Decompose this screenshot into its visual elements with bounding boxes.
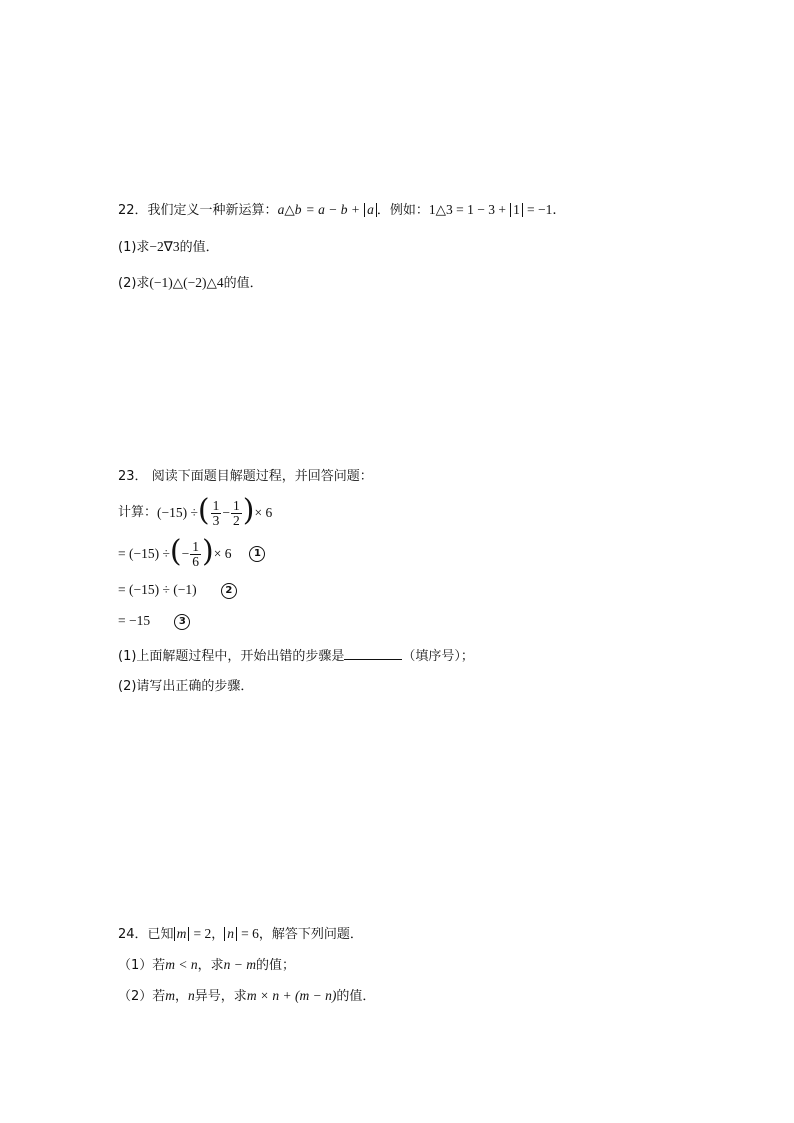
q23-step3-expr: = −15 bbox=[118, 613, 151, 628]
q23-calc-label: 计算： bbox=[118, 505, 158, 520]
q24-eq6: = 6 bbox=[241, 926, 259, 941]
q23-step3 bbox=[118, 611, 190, 632]
q23-step1-minus: − bbox=[181, 546, 190, 561]
q22-part1-label: (1)求 bbox=[118, 240, 150, 255]
q22-part1-tail: 的值． bbox=[179, 240, 219, 255]
q24-comma: ， bbox=[211, 927, 225, 942]
q24-part2-label: （2）若 bbox=[118, 989, 166, 1004]
q22-number: 22． bbox=[118, 203, 148, 218]
fraction-numerator: 1 bbox=[233, 497, 240, 513]
q22-def-a: a bbox=[277, 202, 285, 217]
q23-fraction-one-sixth bbox=[190, 540, 201, 569]
left-paren-large: ( bbox=[169, 534, 182, 569]
answer-blank[interactable] bbox=[344, 645, 402, 660]
q24-part2-comma: ， bbox=[175, 989, 189, 1004]
q22-example-label: ．例如： bbox=[376, 203, 429, 218]
q23-step2-expr: = (−15) ÷ (−1) bbox=[118, 582, 197, 597]
q24-part2-expr: m × n + (m − n) bbox=[246, 988, 337, 1003]
q23-part1-tail: （填序号）； bbox=[402, 649, 474, 664]
q22-part2 bbox=[118, 273, 263, 294]
step-marker-2-icon: 2 bbox=[221, 583, 237, 599]
q22-example-result: = −1． bbox=[526, 202, 566, 217]
q22-def-abs: a bbox=[364, 203, 377, 217]
q24-stem-b: ，解答下列问题． bbox=[258, 927, 363, 942]
q24-part2 bbox=[118, 986, 375, 1007]
q23-part1-text: (1)上面解题过程中，开始出错的步骤是 bbox=[118, 649, 345, 664]
q23-calc-line bbox=[118, 493, 273, 528]
q23-step1-lead: = (−15) ÷ bbox=[118, 546, 170, 561]
q23-minus: − bbox=[222, 505, 230, 520]
q24-stem-a: 已知 bbox=[147, 927, 174, 942]
q23-times-six: × 6 bbox=[254, 505, 273, 520]
q23-step1 bbox=[118, 534, 265, 569]
q24-part1-expr: n − m bbox=[223, 957, 257, 972]
q24-stem bbox=[118, 924, 363, 945]
q22-part1-expr: −2∇3 bbox=[149, 239, 180, 254]
q23-fraction-one-half bbox=[231, 499, 242, 528]
q22-part2-label: (2)求 bbox=[118, 276, 150, 291]
step-marker-1-icon: 1 bbox=[249, 546, 265, 562]
q23-part1 bbox=[118, 645, 474, 667]
q22-stem bbox=[118, 200, 566, 221]
q23-stem-text: 阅读下面题目解题过程，并回答问题： bbox=[151, 469, 373, 484]
fraction-denominator: 6 bbox=[192, 553, 199, 569]
q22-def-rhs: = a − b + bbox=[305, 202, 360, 217]
q22-def-triangle: △ bbox=[284, 202, 295, 217]
q23-part2 bbox=[118, 677, 253, 697]
q24-part1-mid: ，求 bbox=[197, 958, 224, 973]
q23-stem bbox=[118, 467, 373, 487]
q23-calc-lead: (−15) ÷ bbox=[157, 505, 198, 520]
step-marker-3-icon: 3 bbox=[174, 614, 190, 630]
right-paren-large: ) bbox=[242, 493, 255, 528]
q24-number: 24． bbox=[118, 927, 148, 942]
right-paren-large: ) bbox=[201, 534, 214, 569]
q24-abs-m: m bbox=[174, 927, 190, 941]
q23-part2-text: (2)请写出正确的步骤． bbox=[118, 679, 254, 694]
q24-abs-n: n bbox=[224, 927, 237, 941]
q24-part1 bbox=[118, 955, 295, 976]
q23-fraction-one-third bbox=[211, 499, 222, 528]
q24-part2-mid: 异号，求 bbox=[194, 989, 247, 1004]
q23-step2 bbox=[118, 580, 237, 601]
fraction-numerator: 1 bbox=[192, 538, 199, 554]
q22-example-abs: 1 bbox=[510, 203, 523, 217]
q22-example-expr: 1△3 = 1 − 3 + bbox=[428, 202, 506, 217]
q22-part2-expr: (−1)△(−2)△4 bbox=[149, 275, 224, 290]
q22-part1 bbox=[118, 237, 219, 258]
fraction-numerator: 1 bbox=[212, 497, 220, 513]
q24-part2-tail: 的值． bbox=[336, 989, 376, 1004]
q24-part1-label: （1）若 bbox=[118, 958, 166, 973]
q23-step1-tail: × 6 bbox=[213, 546, 232, 561]
fraction-denominator: 2 bbox=[233, 512, 240, 528]
q24-eq2: = 2 bbox=[193, 926, 212, 941]
q24-part1-cond: m < n bbox=[165, 957, 198, 972]
q23-number: 23． bbox=[118, 469, 148, 484]
q24-part2-m: m bbox=[165, 988, 176, 1003]
q22-def-b: b bbox=[294, 202, 302, 217]
q22-part2-tail: 的值． bbox=[223, 276, 263, 291]
q24-part2-n: n bbox=[188, 988, 195, 1003]
q22-stem-text: 我们定义一种新运算： bbox=[147, 203, 278, 218]
fraction-denominator: 3 bbox=[212, 512, 220, 528]
q24-part1-tail: 的值； bbox=[256, 958, 296, 973]
left-paren-large: ( bbox=[197, 493, 210, 528]
